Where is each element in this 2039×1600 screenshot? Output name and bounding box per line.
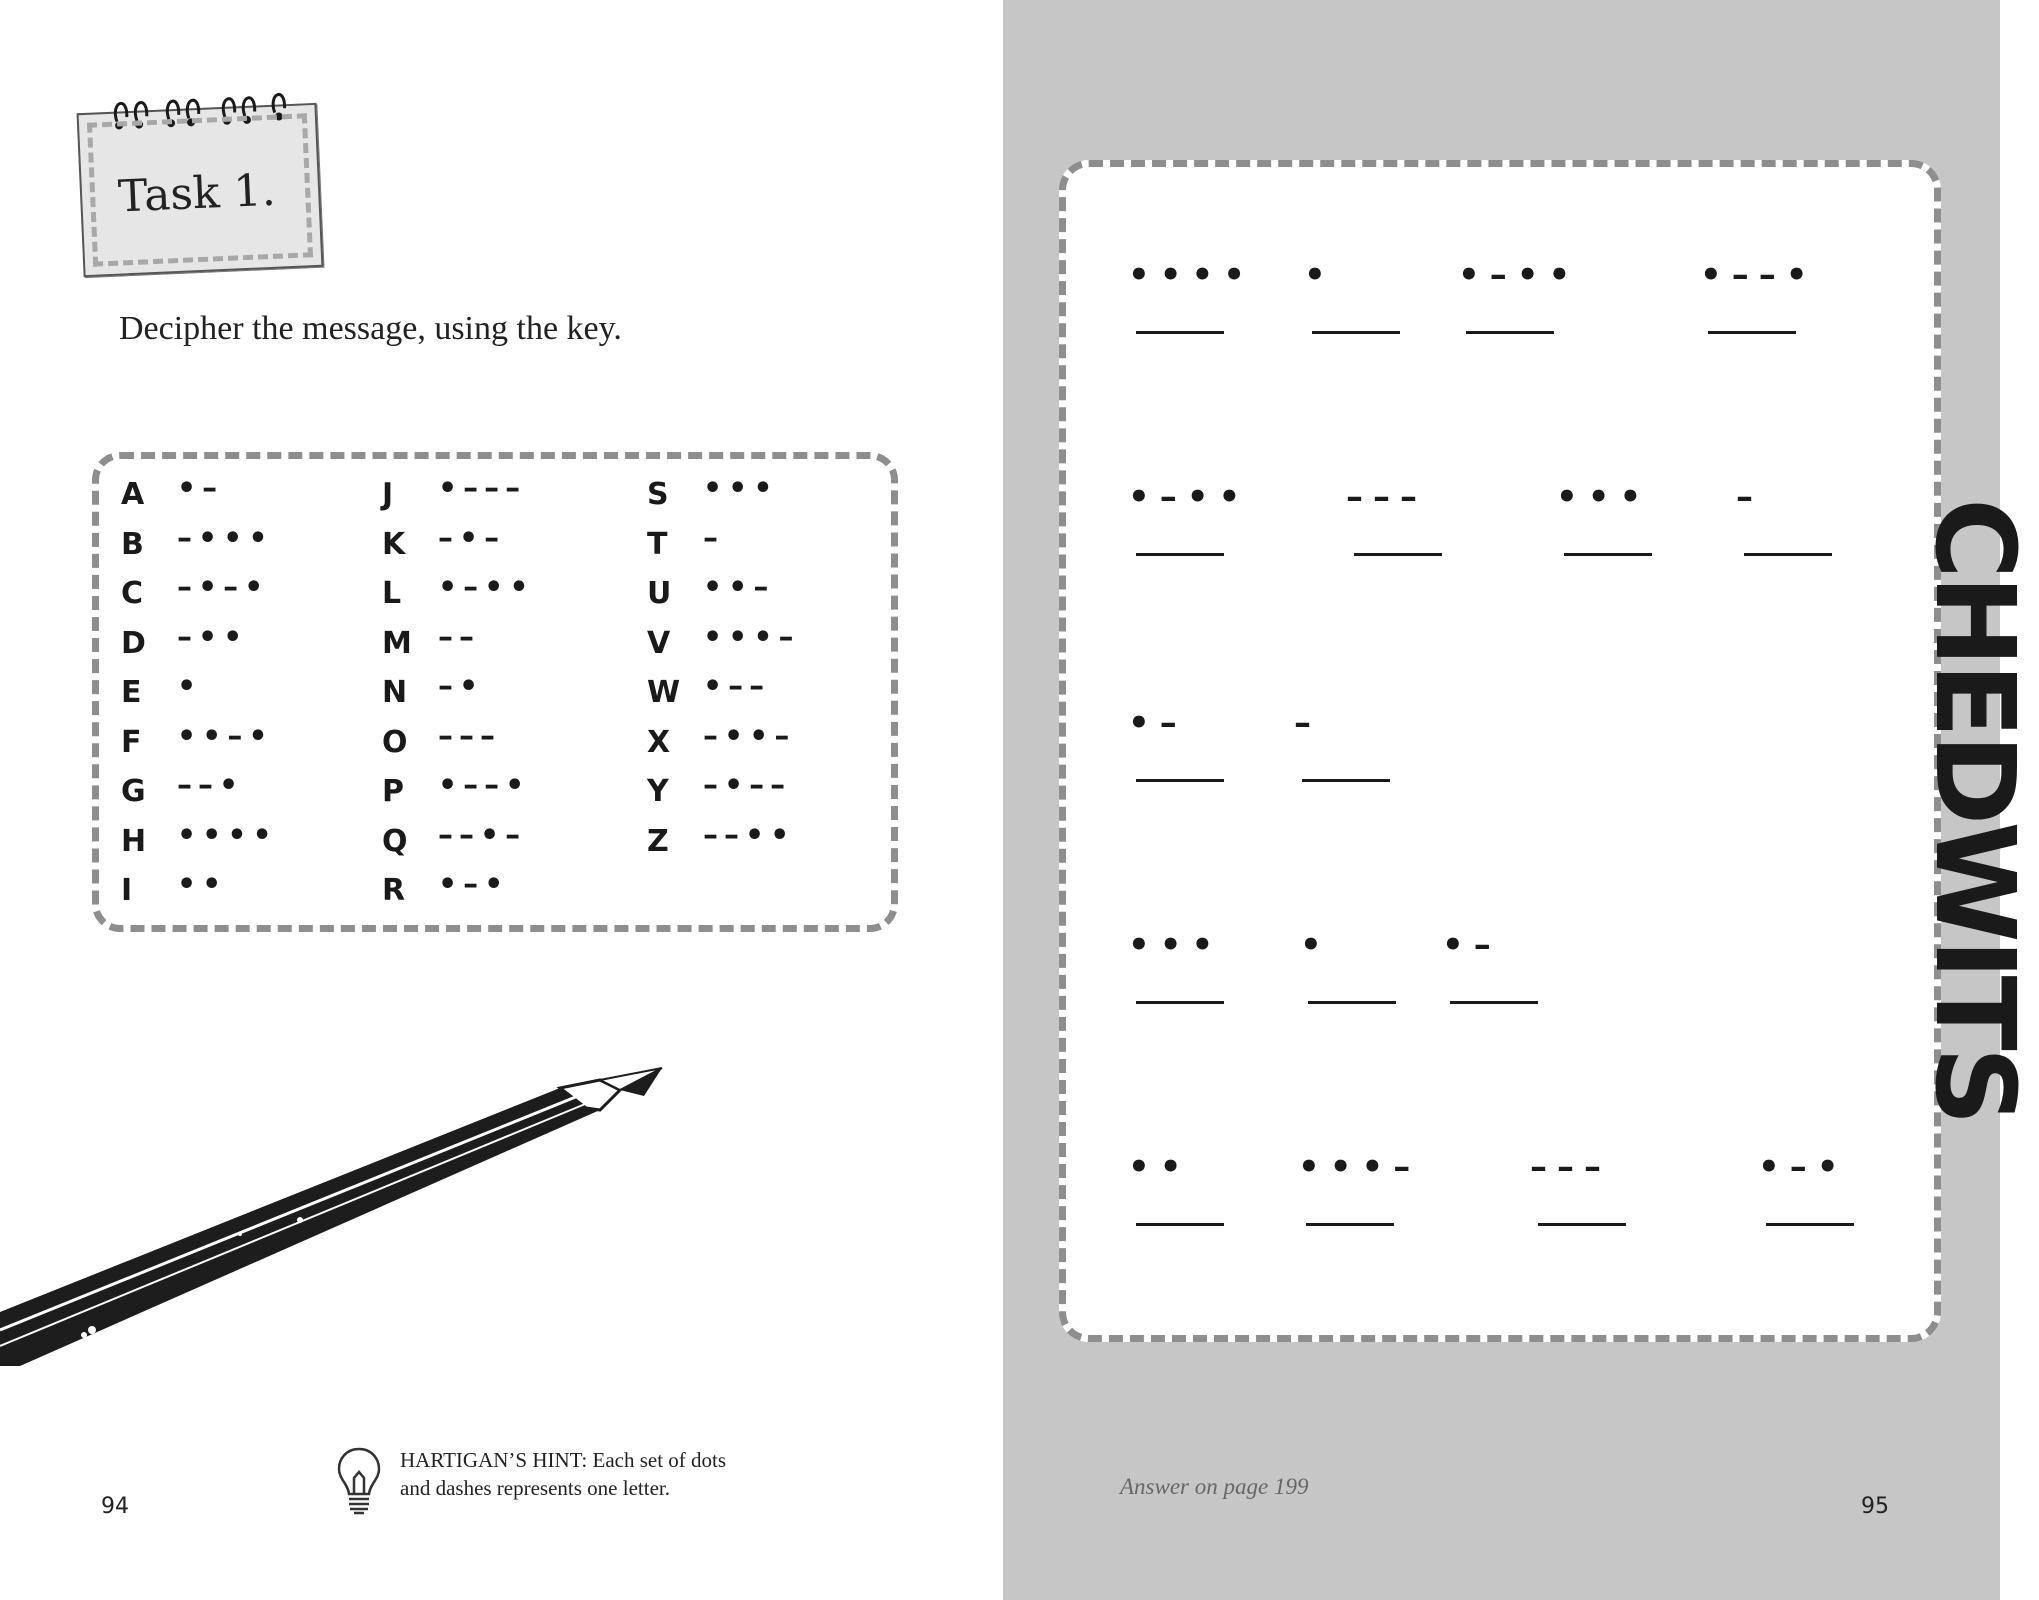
key-letter: Y <box>647 774 669 809</box>
key-morse-code: ––•• <box>703 817 796 853</box>
key-morse-code: ––• <box>177 768 245 803</box>
key-morse-code: •–– <box>703 669 771 704</box>
message-row <box>1066 1147 1934 1267</box>
page-number-right: 95 <box>1861 1494 1889 1519</box>
message-row <box>1066 925 1934 1045</box>
answer-blank-line[interactable] <box>1136 331 1224 334</box>
answer-blank-line[interactable] <box>1538 1223 1626 1226</box>
morse-key-box <box>92 452 898 932</box>
key-morse-code: ––•– <box>438 817 527 853</box>
task-title: Task 1. <box>117 164 277 223</box>
key-letter: K <box>382 526 406 562</box>
message-letter-group <box>1346 477 1427 517</box>
message-letter-group <box>1442 925 1501 965</box>
message-letter-group <box>1304 255 1336 295</box>
pencil-icon <box>0 1040 680 1380</box>
key-morse-code: •• <box>177 867 228 902</box>
side-tab-label <box>1911 110 2039 1510</box>
message-morse-code: •– <box>1128 703 1187 743</box>
key-morse-code: •–•• <box>438 570 535 605</box>
answer-blank-line[interactable] <box>1564 553 1652 556</box>
message-morse-code: •• <box>1128 1147 1192 1187</box>
message-letter-group <box>1128 925 1223 965</box>
key-morse-code: •••– <box>703 619 800 655</box>
message-letter-group <box>1736 477 1763 517</box>
answer-blank-line[interactable] <box>1302 779 1390 782</box>
message-letter-group <box>1128 255 1255 295</box>
key-morse-code: –••– <box>703 718 796 754</box>
key-morse-code: ––– <box>438 718 501 754</box>
key-letter: W <box>647 675 681 710</box>
answer-blank-line[interactable] <box>1744 553 1832 556</box>
key-letter: I <box>121 873 133 908</box>
answer-blank-line[interactable] <box>1136 1001 1224 1004</box>
message-morse-code: – <box>1294 703 1321 743</box>
message-morse-code: •–•• <box>1128 477 1251 517</box>
key-morse-code: –• <box>438 669 485 704</box>
message-letter-group <box>1128 1147 1191 1187</box>
key-letter: O <box>382 724 408 760</box>
key-letter: S <box>647 477 669 512</box>
answer-blank-line[interactable] <box>1136 1223 1224 1226</box>
answer-blank-line[interactable] <box>1312 331 1400 334</box>
message-letter-group <box>1758 1147 1848 1187</box>
key-letter: V <box>647 625 671 661</box>
key-letter: X <box>647 724 671 760</box>
message-morse-code: • <box>1300 925 1332 965</box>
answer-blank-line[interactable] <box>1306 1223 1394 1226</box>
answer-blank-line[interactable] <box>1354 553 1442 556</box>
lightbulb-icon <box>336 1446 382 1518</box>
message-letter-group <box>1128 703 1187 743</box>
message-morse-code: •– <box>1442 925 1501 965</box>
answer-note: Answer on page 199 <box>1120 1474 1309 1499</box>
task-note-card <box>77 103 324 277</box>
message-row <box>1066 255 1934 375</box>
message-letter-group <box>1128 477 1250 517</box>
key-letter: R <box>382 873 406 908</box>
key-morse-code: –•– <box>438 520 506 556</box>
message-morse-code: •–• <box>1758 1147 1849 1187</box>
key-letter: F <box>121 724 142 760</box>
key-letter: E <box>121 675 142 710</box>
key-letter: G <box>121 774 146 809</box>
message-letter-group <box>1530 1147 1611 1187</box>
hint-text: HARTIGAN’S HINT: Each set of dots and dashes represents one letter. <box>400 1448 727 1500</box>
message-morse-code: ••• <box>1128 925 1224 965</box>
key-letter: J <box>382 477 394 512</box>
key-letter: Z <box>647 823 669 859</box>
message-morse-code: ––– <box>1346 477 1427 517</box>
message-letter-group <box>1458 255 1580 295</box>
message-morse-code: ••• <box>1556 477 1652 517</box>
key-letter: N <box>382 675 408 710</box>
message-letter-group <box>1294 703 1321 743</box>
message-morse-code: •–•• <box>1458 255 1581 295</box>
key-letter: T <box>647 526 668 562</box>
message-box <box>1059 160 1941 1342</box>
key-letter: L <box>382 576 402 611</box>
key-morse-code: –•–• <box>177 570 270 605</box>
key-morse-code: •––– <box>438 471 527 506</box>
message-morse-code: • <box>1304 255 1336 295</box>
key-letter: U <box>647 576 672 611</box>
key-morse-code: –••• <box>177 520 274 556</box>
message-letter-group <box>1300 925 1332 965</box>
answer-blank-line[interactable] <box>1450 1001 1538 1004</box>
message-morse-code: •––• <box>1700 255 1818 295</box>
message-morse-code: ––– <box>1530 1147 1611 1187</box>
answer-blank-line[interactable] <box>1708 331 1796 334</box>
message-morse-code: – <box>1736 477 1763 517</box>
key-letter: C <box>121 576 144 611</box>
key-letter: B <box>121 526 144 562</box>
key-morse-code: –•–– <box>703 768 792 803</box>
key-morse-code: ••– <box>703 570 775 605</box>
key-morse-code: • <box>177 669 203 704</box>
message-morse-code: •••– <box>1298 1147 1421 1187</box>
message-morse-code: •••• <box>1128 255 1255 295</box>
key-morse-code: –– <box>438 619 480 655</box>
key-letter: A <box>121 477 145 512</box>
side-tab-text: CHEDWITS <box>1911 498 2039 1122</box>
message-row <box>1066 477 1934 597</box>
key-letter: Q <box>382 823 408 859</box>
key-letter: H <box>121 823 147 859</box>
key-morse-code: •––• <box>438 768 531 803</box>
answer-blank-line[interactable] <box>1136 553 1224 556</box>
key-morse-code: ••–• <box>177 718 274 754</box>
answer-blank-line[interactable] <box>1466 331 1554 334</box>
answer-blank-line[interactable] <box>1766 1223 1854 1226</box>
instruction-text: Decipher the message, using the key. <box>119 310 622 347</box>
key-morse-code: •••• <box>177 817 278 853</box>
message-row <box>1066 703 1934 823</box>
key-letter: P <box>382 774 404 809</box>
key-letter: D <box>121 625 146 661</box>
message-letter-group <box>1298 1147 1420 1187</box>
key-morse-code: •– <box>177 471 224 506</box>
key-morse-code: – <box>703 520 724 556</box>
key-morse-code: –•• <box>177 619 249 655</box>
message-letter-group <box>1556 477 1651 517</box>
key-morse-code: ••• <box>703 471 779 506</box>
key-letter: M <box>382 625 412 661</box>
message-letter-group <box>1700 255 1817 295</box>
left-page <box>0 0 1003 1600</box>
answer-blank-line[interactable] <box>1136 779 1224 782</box>
page-number-left: 94 <box>101 1494 129 1519</box>
answer-blank-line[interactable] <box>1308 1001 1396 1004</box>
key-morse-code: •–• <box>438 867 510 902</box>
right-page <box>1003 0 2039 1600</box>
